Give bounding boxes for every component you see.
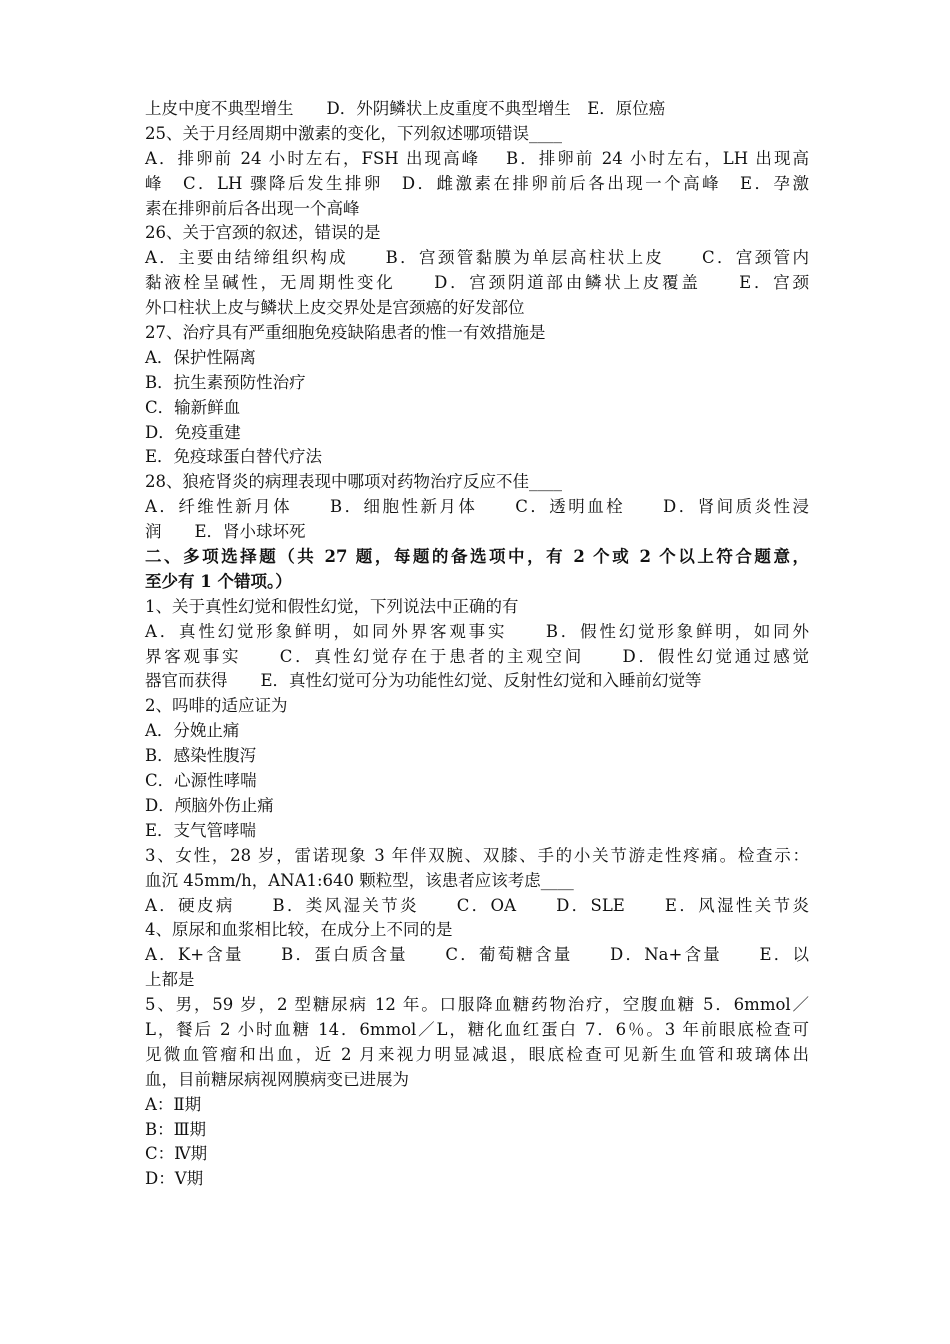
- option-line: 上都是: [145, 970, 195, 990]
- option-line: 外口柱状上皮与鳞状上皮交界处是宫颈癌的好发部位: [145, 298, 525, 318]
- option-line: A．K+含量 B．蛋白质含量 C．葡萄糖含量 D．Na+含量 E．以: [145, 945, 809, 965]
- option-line: A．保护性隔离: [145, 347, 256, 367]
- option-line: 素在排卵前后各出现一个高峰: [145, 198, 360, 218]
- option-line: 界客观事实 C．真性幻觉存在于患者的主观空间 D．假性幻觉通过感觉: [145, 646, 809, 666]
- option-line: A：Ⅱ期: [145, 1094, 202, 1114]
- option-line: A．硬皮病 B．类风湿关节炎 C．OA D．SLE E．风湿性关节炎: [145, 895, 809, 915]
- option-line: A．真性幻觉形象鲜明，如同外界客观事实 B．假性幻觉形象鲜明，如同外: [145, 621, 809, 641]
- option-line: D：Ⅴ期: [145, 1169, 204, 1189]
- question-stem: 4、原尿和血浆相比较，在成分上不同的是: [145, 920, 453, 940]
- option-line: 润 E．肾小球坏死: [145, 522, 306, 542]
- question-stem: 27、治疗具有严重细胞免疫缺陷患者的惟一有效措施是: [145, 323, 546, 343]
- option-line: B．感染性腹泻: [145, 746, 257, 766]
- document-body: [145, 97, 809, 1192]
- option-line: C．输新鲜血: [145, 397, 241, 417]
- option-line: A．纤维性新月体 B．细胞性新月体 C．透明血栓 D．肾间质炎性浸: [145, 497, 809, 517]
- question-stem: 2、吗啡的适应证为: [145, 696, 288, 716]
- question-stem: 血，目前糖尿病视网膜病变已进展为: [145, 1069, 409, 1089]
- option-line: B．抗生素预防性治疗: [145, 372, 306, 392]
- option-line: A．排卵前 24 小时左右，FSH 出现高峰 B．排卵前 24 小时左右，LH 出现高: [145, 148, 809, 168]
- question-stem: 25、关于月经周期中激素的变化，下列叙述哪项错误____: [145, 123, 562, 143]
- question-stem: 5、男，59 岁，2 型糖尿病 12 年。口服降血糖药物治疗，空腹血糖 5．6mmol／: [145, 995, 809, 1015]
- question-stem: 3、女性，28 岁，雷诺现象 3 年伴双腕、双膝、手的小关节游走性疼痛。检查示：: [145, 845, 809, 865]
- text-line: 上皮中度不典型增生 D．外阴鳞状上皮重度不典型增生 E．原位癌: [145, 99, 666, 118]
- option-line: 器官而获得 E．真性幻觉可分为功能性幻觉、反射性幻觉和入睡前幻觉等: [145, 671, 702, 691]
- option-line: E．免疫球蛋白替代疗法: [145, 447, 323, 467]
- question-stem: 1、关于真性幻觉和假性幻觉，下列说法中正确的有: [145, 596, 519, 616]
- option-line: A．分娩止痛: [145, 721, 240, 741]
- option-line: D．免疫重建: [145, 422, 241, 442]
- section-heading: 二、多项选择题（共 27 题，每题的备选项中，有 2 个或 2 个以上符合题意，: [145, 547, 809, 567]
- question-stem: 血沉 45mm/h，ANA1:640 颗粒型，该患者应该考虑____: [145, 870, 574, 890]
- question-stem: 26、关于宫颈的叙述，错误的是: [145, 223, 381, 243]
- section-heading: 至少有 1 个错项。）: [145, 571, 292, 591]
- question-stem: 28、狼疮肾炎的病理表现中哪项对药物治疗反应不佳____: [145, 472, 562, 492]
- option-line: B：Ⅲ期: [145, 1119, 207, 1139]
- option-line: A．主要由结缔组织构成 B．宫颈管黏膜为单层高柱状上皮 C．宫颈管内: [145, 248, 809, 268]
- option-line: C．心源性哮喘: [145, 771, 257, 791]
- option-line: 黏液栓呈碱性，无周期性变化 D．宫颈阴道部由鳞状上皮覆盖 E．宫颈: [145, 273, 809, 293]
- option-line: E．支气管哮喘: [145, 820, 257, 840]
- question-stem: L，餐后 2 小时血糖 14．6mmol／L，糖化血红蛋白 7．6％。3 年前眼底检查可: [145, 1019, 809, 1039]
- option-line: 峰 C．LH 骤降后发生排卵 D．雌激素在排卵前后各出现一个高峰 E．孕激: [145, 173, 809, 193]
- option-line: D．颅脑外伤止痛: [145, 795, 274, 815]
- question-stem: 见微血管瘤和出血，近 2 月来视力明显减退，眼底检查可见新生血管和玻璃体出: [145, 1044, 809, 1064]
- option-line: C：Ⅳ期: [145, 1144, 208, 1164]
